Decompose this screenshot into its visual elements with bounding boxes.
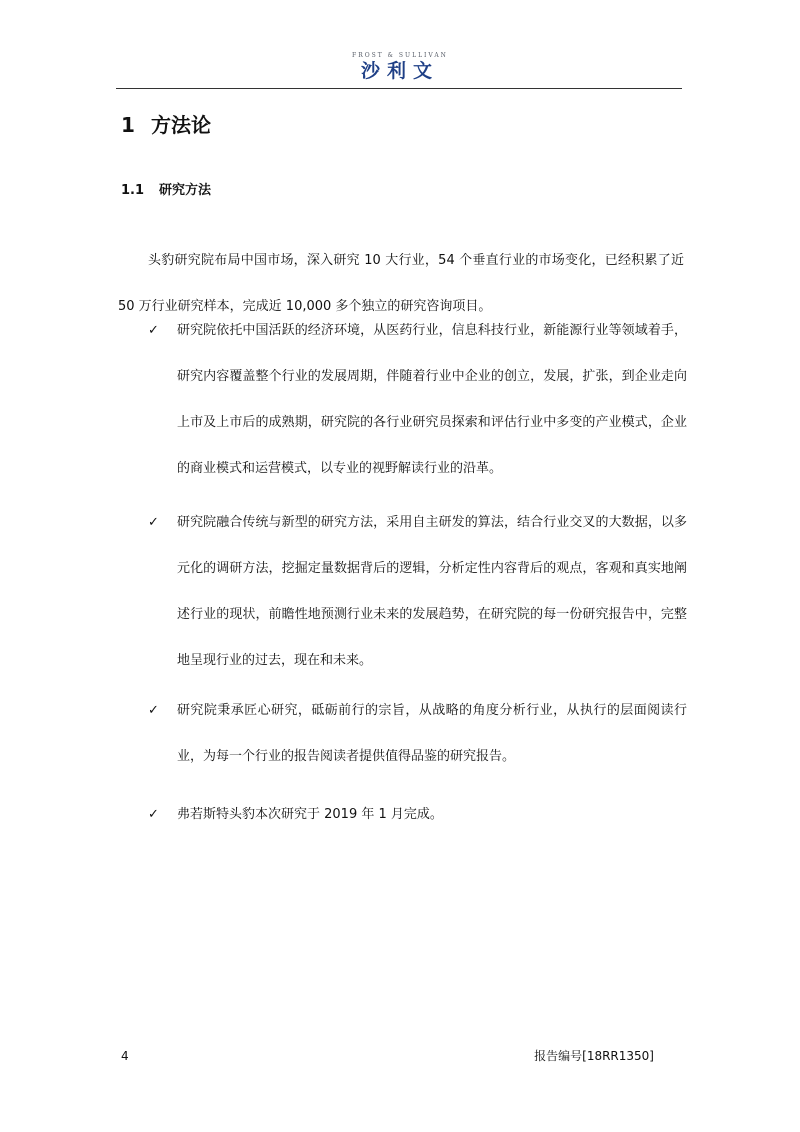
bullet-text: 研究院融合传统与新型的研究方法，采用自主研发的算法，结合行业交叉的大数据，以多元化的调研方法，挖掘定量数据背后的逻辑，分析定性内容背后的观点，客观和真实地阐述行业的现状，前瞻性地预测行业未来的发展趋势，在研究院的每一份研究报告中，完整地呈现行业的过去，现在和未来。 <box>177 515 687 668</box>
report-id: 报告编号[18RR1350] <box>534 1049 654 1063</box>
bullet-text: 研究院秉承匠心研究，砥砺前行的宗旨，从战略的角度分析行业，从执行的层面阅读行业，为每一个行业的报告阅读者提供值得品鉴的研究报告。 <box>177 703 687 764</box>
checkmark-icon: ✓ <box>148 703 159 718</box>
subsection-title: 研究方法 <box>159 183 212 198</box>
bullet-item <box>148 308 688 492</box>
section-heading <box>121 112 211 138</box>
subsection-number: 1.1 <box>121 183 145 198</box>
section-number: 1 <box>121 113 135 137</box>
bullet-item <box>148 500 688 684</box>
header-logo <box>0 52 800 82</box>
bullet-item <box>148 792 688 838</box>
subsection-heading <box>121 182 211 200</box>
logo-english-text: FROST & SULLIVAN <box>352 52 448 59</box>
section-title: 方法论 <box>151 113 211 137</box>
bullet-item <box>148 688 688 780</box>
header-divider <box>116 88 682 89</box>
bullet-text: 研究院依托中国活跃的经济环境，从医药行业，信息科技行业，新能源行业等领域着手，研究内容覆盖整个行业的发展周期，伴随着行业中企业的创立，发展，扩张，到企业走向上市及上市后的成熟期，研究院的各行业研究员探索和评估行业中多变的产业模式，企业的商业模式和运营模式，以专业的视野解读行业的沿革。 <box>177 323 687 476</box>
intro-paragraph: 头豹研究院布局中国市场，深入研究 10 大行业，54 个垂直行业的市场变化，已经积累了近 50 万行业研究样本，完成近 10,000 多个独立的研究咨询项目。 <box>118 253 684 314</box>
page-number: 4 <box>121 1049 129 1063</box>
checkmark-icon: ✓ <box>148 515 159 530</box>
checkmark-icon: ✓ <box>148 323 159 338</box>
checkmark-icon: ✓ <box>148 807 159 822</box>
logo-chinese-text: 沙利文 <box>360 60 439 82</box>
bullet-text: 弗若斯特头豹本次研究于 2019 年 1 月完成。 <box>177 807 443 822</box>
